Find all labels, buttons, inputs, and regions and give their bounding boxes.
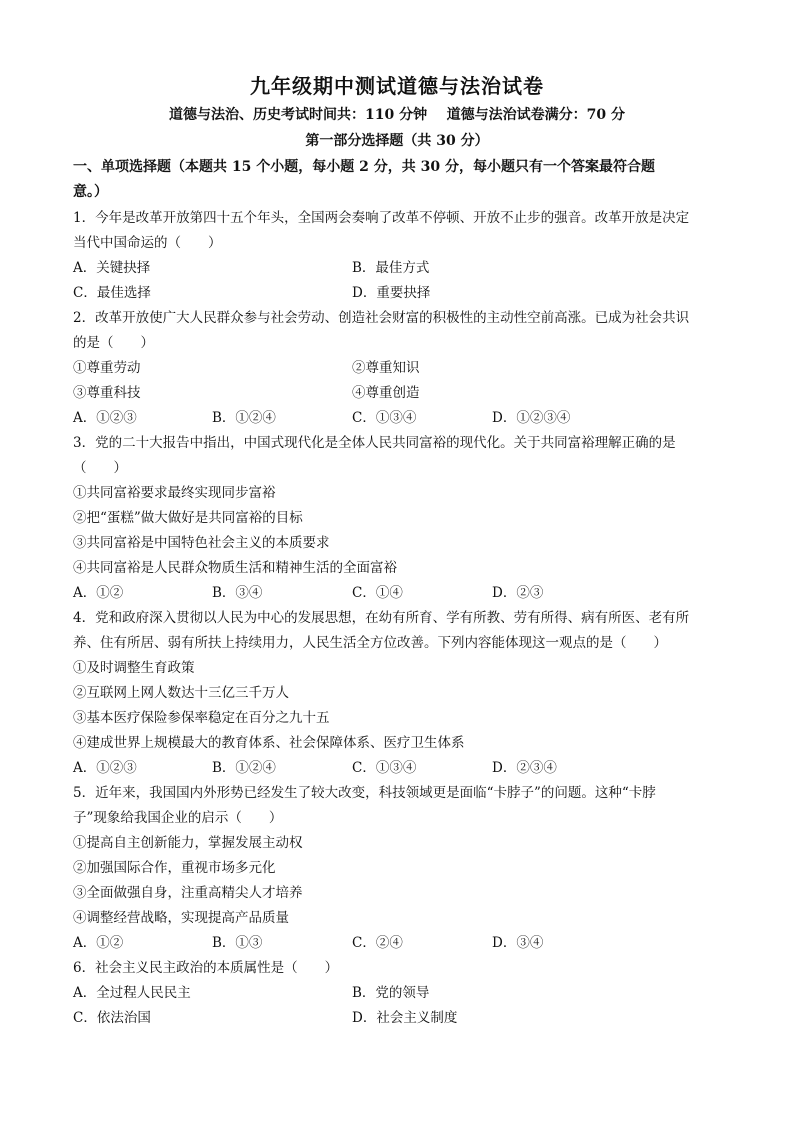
exam-subtitle: 道德与法治、历史考试时间共：110 分钟 道德与法治试卷满分：70 分 (169, 107, 625, 123)
question-4-stem-1: 4．党和政府深入贯彻以人民为中心的发展思想，在幼有所育、学有所教、劳有所得、病有所医、老有所 (73, 610, 690, 626)
question-1-option-a: A．关键抉择 (73, 260, 151, 276)
section-heading-line-2: 意。） (73, 184, 108, 200)
question-2-stem-2: 的是（ ） (73, 335, 154, 351)
question-1-option-c: C．最佳选择 (73, 285, 151, 301)
question-6-option-c: C．依法治国 (73, 1010, 151, 1026)
question-3-statement-2: ②把“蛋糕”做大做好是共同富裕的目标 (73, 510, 303, 526)
question-5-statement-1: ①提高自主创新能力，掌握发展主动权 (73, 835, 303, 851)
question-5-statement-2: ②加强国际合作，重视市场多元化 (73, 860, 276, 876)
question-3-option-b: B．③④ (212, 585, 263, 601)
question-4-option-d: D．②③④ (492, 760, 557, 776)
question-2-option-b: B．①②④ (212, 410, 276, 426)
question-3-statement-4: ④共同富裕是人民群众物质生活和精神生活的全面富裕 (73, 560, 397, 576)
question-3-stem-2: （ ） (73, 460, 127, 476)
question-5-option-a: A．①② (73, 935, 124, 951)
question-4-statement-2: ②互联网上网人数达十三亿三千万人 (73, 685, 289, 701)
question-2-statement-3: ③尊重科技 (73, 385, 141, 401)
question-1-option-b: B．最佳方式 (352, 260, 430, 276)
question-2-option-d: D．①②③④ (492, 410, 571, 426)
question-1-stem-1: 1．今年是改革开放第四十五个年头，全国两会奏响了改革不停顿、开放不止步的强音。改革开放是决定 (73, 210, 690, 226)
question-1-option-d: D．重要抉择 (352, 285, 431, 301)
question-5-stem-2: 子”现象给我国企业的启示（ ） (73, 810, 283, 826)
question-6-option-d: D．社会主义制度 (352, 1010, 458, 1026)
question-3-statement-1: ①共同富裕要求最终实现同步富裕 (73, 485, 276, 501)
question-5-option-d: D．③④ (492, 935, 544, 951)
part-heading: 第一部分选择题（共 30 分） (305, 133, 489, 149)
question-3-stem-1: 3．党的二十大报告中指出，中国式现代化是全体人民共同富裕的现代化。关于共同富裕理解正确的是 (73, 435, 676, 451)
question-3-option-a: A．①② (73, 585, 124, 601)
question-6-option-a: A．全过程人民民主 (73, 985, 191, 1001)
question-4-option-a: A．①②③ (73, 760, 137, 776)
question-2-option-a: A．①②③ (73, 410, 137, 426)
question-4-statement-3: ③基本医疗保险参保率稳定在百分之九十五 (73, 710, 330, 726)
question-6-option-b: B．党的领导 (352, 985, 430, 1001)
question-5-option-c: C．②④ (352, 935, 403, 951)
question-2-option-c: C．①③④ (352, 410, 417, 426)
question-2-statement-1: ①尊重劳动 (73, 360, 141, 376)
question-4-statement-1: ①及时调整生育政策 (73, 660, 195, 676)
question-6-stem-1: 6．社会主义民主政治的本质属性是（ ） (73, 960, 339, 976)
question-5-stem-1: 5．近年来，我国国内外形势已经发生了较大改变，科技领域更是面临“卡脖子”的问题。这种“卡脖 (73, 785, 656, 801)
question-4-option-b: B．①②④ (212, 760, 276, 776)
question-3-option-c: C．①④ (352, 585, 403, 601)
exam-title: 九年级期中测试道德与法治试卷 (250, 74, 544, 98)
question-5-statement-3: ③全面做强自身，注重高精尖人才培养 (73, 885, 303, 901)
section-heading-line-1: 一、单项选择题（本题共 15 个小题，每小题 2 分，共 30 分，每小题只有一个答案最符合题 (73, 159, 655, 175)
question-3-statement-3: ③共同富裕是中国特色社会主义的本质要求 (73, 535, 330, 551)
question-4-stem-2: 养、住有所居、弱有所扶上持续用力，人民生活全方位改善。下列内容能体现这一观点的是（ ） (73, 635, 667, 651)
question-4-option-c: C．①③④ (352, 760, 417, 776)
question-5-statement-4: ④调整经营战略，实现提高产品质量 (73, 910, 289, 926)
question-2-statement-4: ④尊重创造 (352, 385, 420, 401)
question-3-option-d: D．②③ (492, 585, 544, 601)
question-1-stem-2: 当代中国命运的（ ） (73, 235, 222, 251)
question-5-option-b: B．①③ (212, 935, 263, 951)
question-2-statement-2: ②尊重知识 (352, 360, 420, 376)
question-4-statement-4: ④建成世界上规模最大的教育体系、社会保障体系、医疗卫生体系 (73, 735, 465, 751)
question-2-stem-1: 2．改革开放使广大人民群众参与社会劳动、创造社会财富的积极性的主动性空前高涨。已成为社会共识 (73, 310, 690, 326)
